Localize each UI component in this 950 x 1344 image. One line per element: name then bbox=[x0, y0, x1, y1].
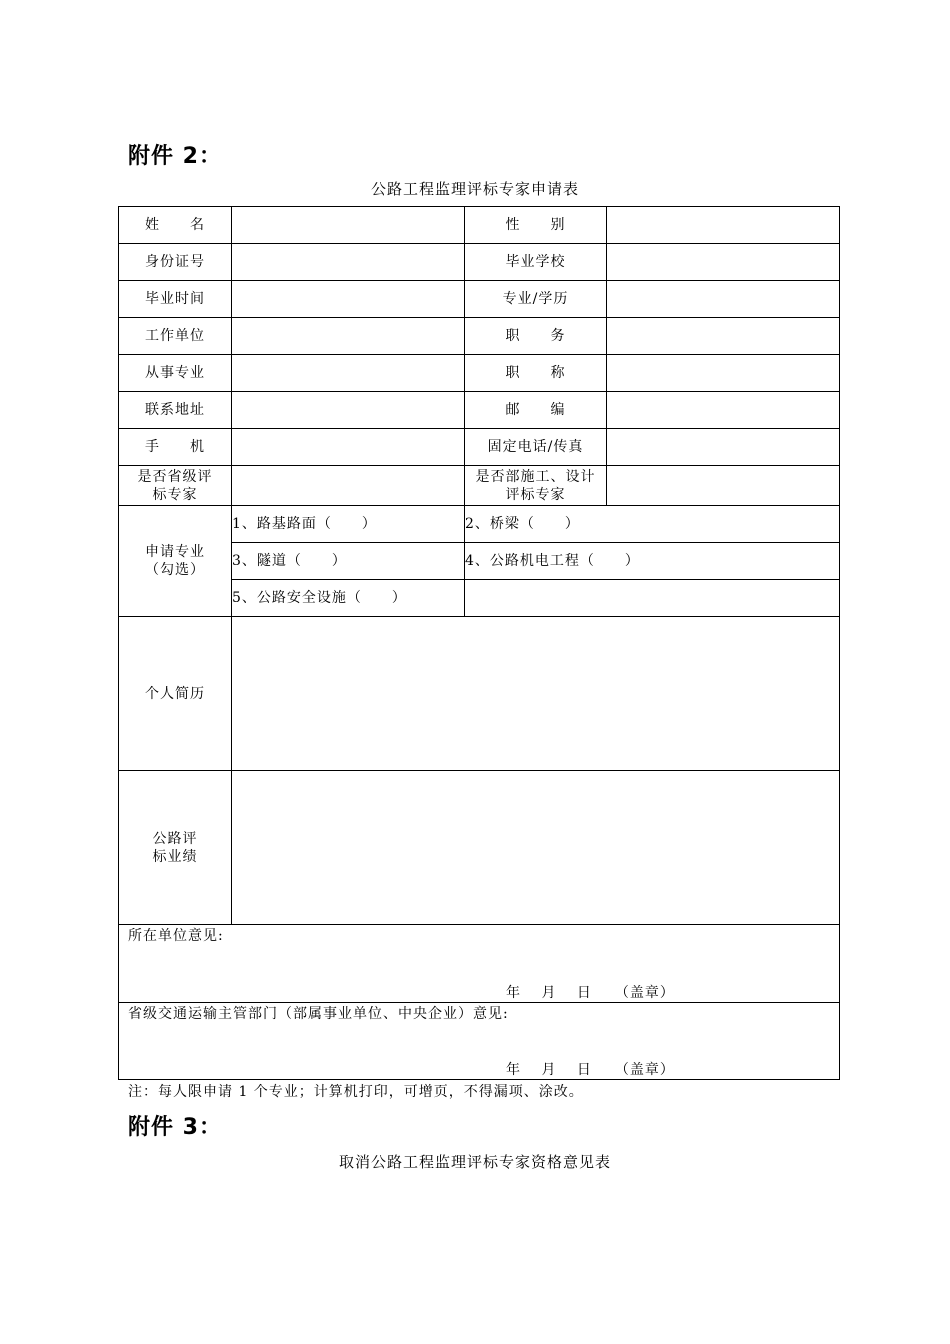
form-title: 公路工程监理评标专家申请表 bbox=[370, 180, 579, 198]
field-major-degree[interactable] bbox=[607, 281, 840, 318]
label-major-degree: 专业/学历 bbox=[465, 281, 607, 318]
label-title-rank: 职 称 bbox=[465, 355, 607, 392]
field-school[interactable] bbox=[607, 244, 840, 281]
field-phone-fax[interactable] bbox=[607, 429, 840, 466]
field-title-rank[interactable] bbox=[607, 355, 840, 392]
label-provincial-expert: 是否省级评标专家 bbox=[119, 466, 232, 506]
option-bridge[interactable]: 2、桥梁（ ） bbox=[465, 506, 840, 543]
dept-opinion-cell[interactable] bbox=[119, 1003, 840, 1080]
option-subgrade-pavement[interactable]: 1、路基路面（ ） bbox=[232, 506, 465, 543]
field-mobile[interactable] bbox=[232, 429, 465, 466]
field-position[interactable] bbox=[607, 318, 840, 355]
field-name[interactable] bbox=[232, 207, 465, 244]
field-id-number[interactable] bbox=[232, 244, 465, 281]
dept-opinion-label: 省级交通运输主管部门（部属事业单位、中央企业）意见: bbox=[128, 1006, 509, 1022]
attachment-3-heading: 附件 3： bbox=[128, 1115, 222, 1140]
label-gender: 性 别 bbox=[465, 207, 607, 244]
attachment-2-heading: 附件 2： bbox=[128, 144, 222, 169]
label-position: 职 务 bbox=[465, 318, 607, 355]
field-resume[interactable] bbox=[232, 617, 840, 771]
label-resume: 个人简历 bbox=[119, 617, 232, 771]
unit-opinion-date-stamp: 年 月 日 （盖章） bbox=[506, 985, 675, 1001]
label-employer: 工作单位 bbox=[119, 318, 232, 355]
unit-opinion-label: 所在单位意见: bbox=[128, 928, 224, 944]
field-gender[interactable] bbox=[607, 207, 840, 244]
label-school: 毕业学校 bbox=[465, 244, 607, 281]
option-safety-facilities[interactable]: 5、公路安全设施（ ） bbox=[232, 580, 465, 617]
unit-opinion-cell[interactable] bbox=[119, 925, 840, 1003]
option-electromechanical[interactable]: 4、公路机电工程（ ） bbox=[465, 543, 840, 580]
application-form-table bbox=[118, 206, 840, 1080]
label-mobile: 手 机 bbox=[119, 429, 232, 466]
option-empty-cell bbox=[465, 580, 840, 617]
label-grad-time: 毕业时间 bbox=[119, 281, 232, 318]
field-provincial-expert[interactable] bbox=[232, 466, 465, 506]
attachment-3-title: 取消公路工程监理评标专家资格意见表 bbox=[338, 1153, 611, 1171]
label-id-number: 身份证号 bbox=[119, 244, 232, 281]
label-performance: 公路评标业绩 bbox=[119, 771, 232, 925]
label-ministry-expert: 是否部施工、设计评标专家 bbox=[465, 466, 607, 506]
label-apply-major: 申请专业（勾选） bbox=[119, 506, 232, 617]
field-field[interactable] bbox=[232, 355, 465, 392]
option-tunnel[interactable]: 3、隧道（ ） bbox=[232, 543, 465, 580]
field-postcode[interactable] bbox=[607, 392, 840, 429]
field-performance[interactable] bbox=[232, 771, 840, 925]
field-employer[interactable] bbox=[232, 318, 465, 355]
field-ministry-expert[interactable] bbox=[607, 466, 840, 506]
field-address[interactable] bbox=[232, 392, 465, 429]
label-phone-fax: 固定电话/传真 bbox=[465, 429, 607, 466]
field-grad-time[interactable] bbox=[232, 281, 465, 318]
label-name: 姓 名 bbox=[119, 207, 232, 244]
label-field: 从事专业 bbox=[119, 355, 232, 392]
footnote: 注：每人限申请 1 个专业；计算机打印，可增页，不得漏项、涂改。 bbox=[128, 1084, 584, 1100]
dept-opinion-date-stamp: 年 月 日 （盖章） bbox=[506, 1062, 675, 1078]
label-postcode: 邮 编 bbox=[465, 392, 607, 429]
label-address: 联系地址 bbox=[119, 392, 232, 429]
